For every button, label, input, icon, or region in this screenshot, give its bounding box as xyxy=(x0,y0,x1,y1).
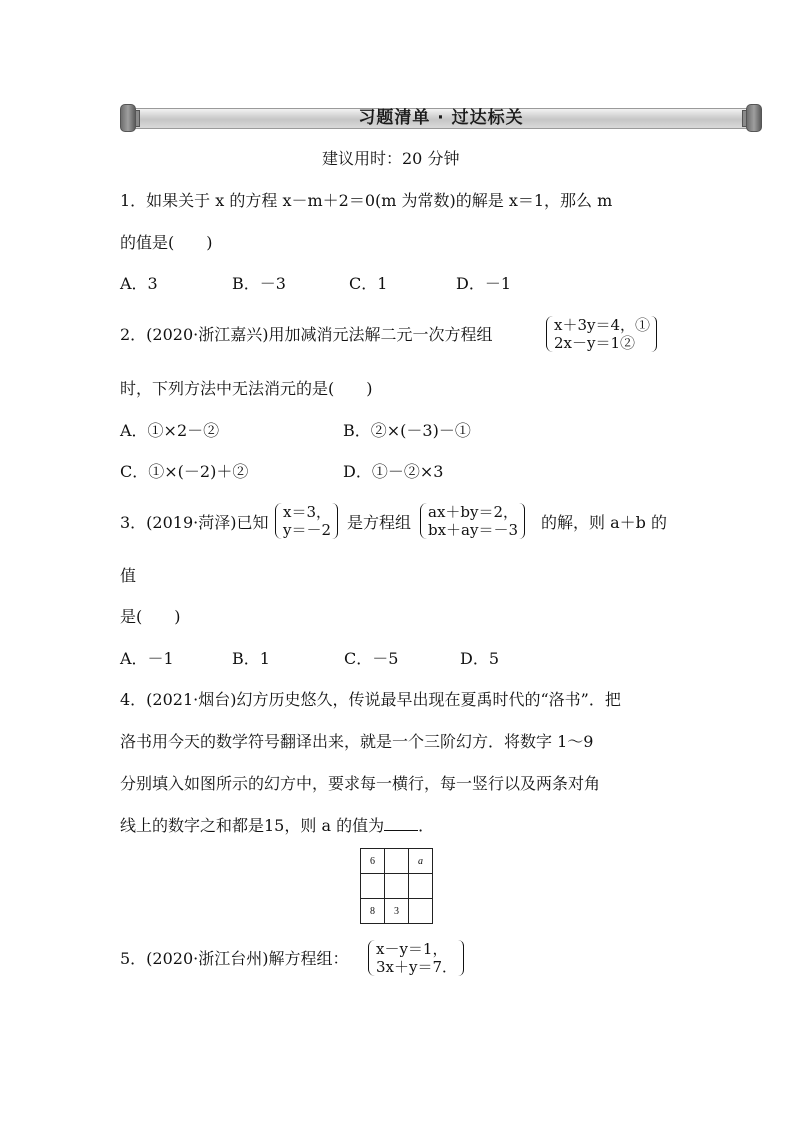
q1-option-b: B．－3 xyxy=(232,274,286,293)
q2-equation-2: 2x－y＝1② xyxy=(554,334,636,352)
q3-equation-system xyxy=(420,503,525,539)
q3-option-b: B．1 xyxy=(232,649,270,668)
left-brace xyxy=(275,503,282,539)
grid-cell xyxy=(409,899,433,924)
q3-solution-system xyxy=(275,503,338,539)
q1-option-a: A．3 xyxy=(120,274,158,293)
grid-cell xyxy=(385,874,409,899)
q5-equation-1: x－y＝1， xyxy=(376,940,448,958)
q3-equation-1: ax＋by＝2， xyxy=(428,503,519,521)
grid-cell: 6 xyxy=(361,849,385,874)
right-paren xyxy=(332,503,338,539)
left-brace xyxy=(420,503,427,539)
q3-stem-a: 3．(2019·菏泽)已知 xyxy=(120,513,269,532)
grid-cell xyxy=(361,874,385,899)
q3-option-c: C．－5 xyxy=(344,649,399,668)
right-paren xyxy=(519,503,525,539)
grid-cell: 3 xyxy=(385,899,409,924)
q3-option-d: D．5 xyxy=(460,649,500,668)
q1-stem-line2: 的值是( ) xyxy=(120,233,213,252)
grid-cell: a xyxy=(409,849,433,874)
left-brace xyxy=(368,940,375,976)
q3-solution-x: x＝3， xyxy=(283,503,332,521)
section-title: 习题清单 · 过达标关 xyxy=(358,108,524,128)
q3-option-a: A．－1 xyxy=(120,649,174,668)
q4-stem-line2: 洛书用今天的数学符号翻译出来，就是一个三阶幻方．将数字 1～9 xyxy=(120,732,594,751)
answer-blank[interactable] xyxy=(384,816,418,831)
grid-cell xyxy=(385,849,409,874)
q5-stem: 5．(2020·浙江台州)解方程组： xyxy=(120,949,349,968)
q3-stem-line3: 是( ) xyxy=(120,607,181,626)
q2-option-d: D．①－②×3 xyxy=(343,462,444,481)
q4-stem-line4 xyxy=(120,815,434,837)
section-banner xyxy=(118,104,764,132)
suggested-time: 建议用时：20 分钟 xyxy=(322,149,460,168)
q2-option-c: C．①×(－2)＋② xyxy=(120,462,249,481)
q2-stem: 2．(2020·浙江嘉兴)用加减消元法解二元一次方程组 xyxy=(120,325,493,344)
grid-cell xyxy=(409,874,433,899)
grid-cell: 8 xyxy=(361,899,385,924)
q5-equation-2: 3x＋y＝7． xyxy=(376,958,458,976)
q3-stem-line2: 值 xyxy=(120,566,137,585)
q3-stem-c: 的解，则 a＋b 的 xyxy=(541,513,667,532)
q4-stem-line4-text: 线上的数字之和都是15，则 a 的值为 xyxy=(120,816,385,835)
magic-square-grid xyxy=(360,848,433,924)
q3-solution-y: y＝－2 xyxy=(283,521,332,539)
q2-stem-line2: 时，下列方法中无法消元的是( ) xyxy=(120,379,373,398)
q5-equation-system xyxy=(368,940,464,976)
q2-option-b: B．②×(－3)－① xyxy=(343,421,471,440)
q1-stem-line1: 1．如果关于 x 的方程 x－m＋2＝0(m 为常数)的解是 x＝1，那么 m xyxy=(120,191,613,210)
q3-equation-2: bx＋ay＝－3 xyxy=(428,521,519,539)
q2-equation-system xyxy=(546,316,657,352)
q2-equation-1: x＋3y＝4，① xyxy=(554,316,651,334)
q1-option-c: C．1 xyxy=(349,274,388,293)
q4-stem-line4-end: ． xyxy=(418,816,435,835)
q1-option-d: D．－1 xyxy=(456,274,512,293)
q3-stem-b: 是方程组 xyxy=(347,513,412,532)
right-paren xyxy=(458,940,464,976)
right-paren xyxy=(651,316,657,352)
left-brace xyxy=(546,316,553,352)
q4-stem-line1: 4．(2021·烟台)幻方历史悠久，传说最早出现在夏禹时代的“洛书”．把 xyxy=(120,690,621,709)
q4-stem-line3: 分别填入如图所示的幻方中，要求每一横行，每一竖行以及两条对角 xyxy=(120,774,601,793)
q2-option-a: A．①×2－② xyxy=(120,421,220,440)
